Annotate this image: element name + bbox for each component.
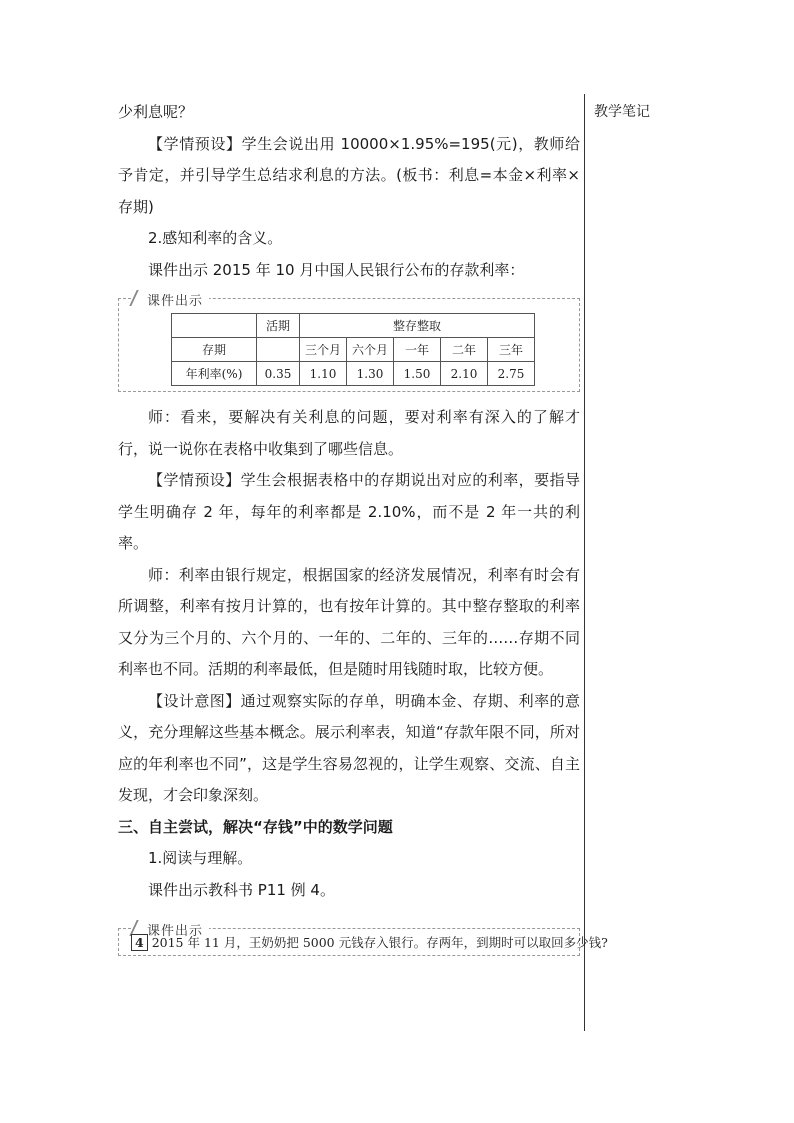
example-text: 2015 年 11 月，王奶奶把 5000 元钱存入银行。存两年，到期时可以取回多少钱? — [151, 935, 608, 950]
table-cell: 1.10 — [300, 362, 347, 386]
paragraph: 2.感知利率的含义。 — [148, 229, 283, 247]
teaching-notes-label: 教学笔记 — [594, 104, 650, 120]
table-cell: 2.75 — [488, 362, 535, 386]
table-row — [172, 362, 535, 386]
table-cell: 六个月 — [347, 338, 394, 362]
paragraph: 课件出示教科书 P11 例 4。 — [148, 880, 335, 899]
paragraph: 1.阅读与理解。 — [148, 849, 253, 867]
interest-rate-table — [171, 313, 535, 386]
table-cell: 2.10 — [441, 362, 488, 386]
paragraph: 课件出示 2015 年 10 月中国人民银行公布的存款利率： — [148, 260, 525, 279]
table-cell: 年利率(%) — [172, 362, 257, 386]
paragraph: 【学情预设】学生会说出用 10000×1.95%=195(元)，教师给予肯定，并引导学生总结求利息的方法。(板书：利息=本金×利率×存期) — [118, 134, 580, 216]
section-heading: 三、自主尝试，解决“存钱”中的数学问题 — [118, 817, 393, 836]
lesson-content — [118, 97, 608, 966]
paragraph: 少利息呢？ — [118, 103, 194, 121]
table-cell: 1.30 — [347, 362, 394, 386]
table-cell — [257, 338, 300, 362]
table-cell: 三个月 — [300, 338, 347, 362]
courseware-box-rates — [118, 294, 580, 392]
paragraph: 师：看来，要解决有关利息的问题，要对利率有深入的了解才行，说一说你在表格中收集到了哪些信息。 — [118, 408, 580, 458]
table-cell: 二年 — [441, 338, 488, 362]
example-number: 4 — [131, 934, 148, 951]
example-problem — [131, 933, 608, 951]
table-row — [172, 314, 535, 338]
paragraph: 【设计意图】通过观察实际的存单，明确本金、存期、利率的意义，充分理解这些基本概念。展示利率表，知道“存款年限不同，所对应的年利率也不同”，这是学生容易忽视的，让学生观察、交流、自主发现，才会印象深刻。 — [118, 691, 580, 804]
paragraph: 师：利率由银行规定，根据国家的经济发展情况，利率有时会有所调整，利率有按月计算的，也有按年计算的。其中整存整取的利率又分为三个月的、六个月的、一年的、二年的、三年的……存期不同利率也不同。活期的利率最低，但是随时用钱随时取，比较方便。 — [118, 565, 580, 678]
table-header-fixed: 整存整取 — [300, 314, 535, 338]
table-cell: 存期 — [172, 338, 257, 362]
table-cell: 一年 — [394, 338, 441, 362]
courseware-box-example — [118, 924, 608, 956]
courseware-tag: 课件出示 — [131, 920, 209, 939]
table-cell: 0.35 — [257, 362, 300, 386]
table-cell — [172, 314, 257, 338]
table-cell: 三年 — [488, 338, 535, 362]
table-cell: 1.50 — [394, 362, 441, 386]
paragraph: 【学情预设】学生会根据表格中的存期说出对应的利率，要指导学生明确存 2 年，每年的利率都是 2.10%，而不是 2 年一共的利率。 — [118, 471, 580, 552]
notes-column-divider — [584, 94, 585, 1031]
courseware-tag: 课件出示 — [131, 290, 209, 309]
table-row — [172, 338, 535, 362]
table-header-current: 活期 — [257, 314, 300, 338]
